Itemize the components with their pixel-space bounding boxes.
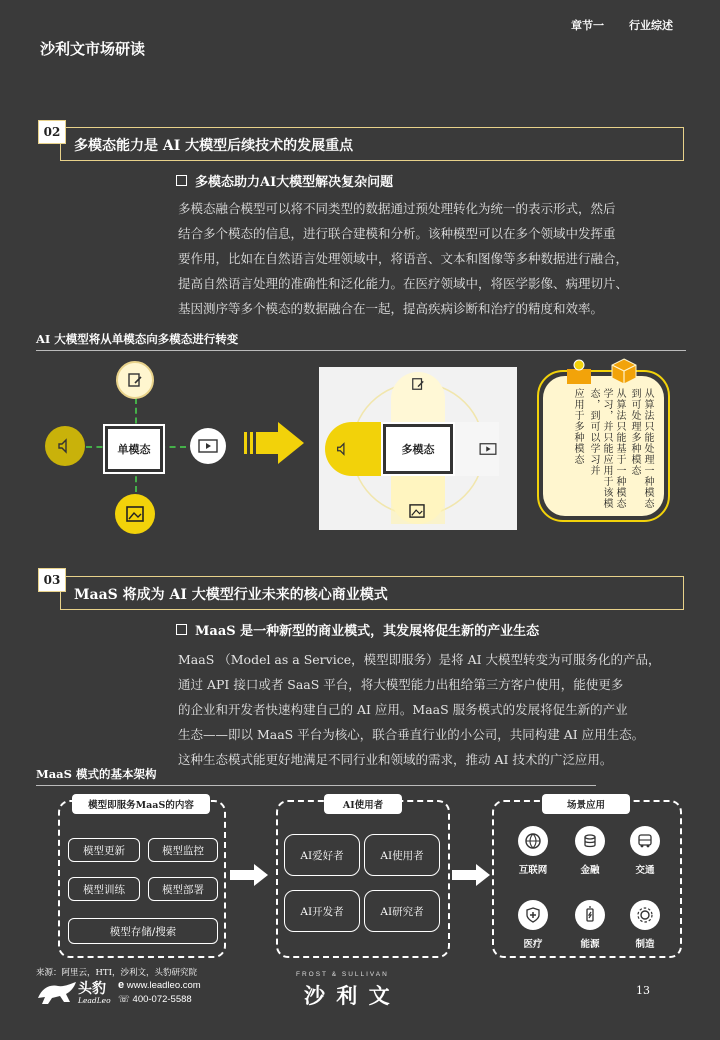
figure1-title: AI 大模型将从单模态向多模态进行转变 [36,332,239,346]
website-text: www.leadleo.com [126,980,201,991]
phone-icon: ☏ [118,994,130,1005]
ai-developer-cell: AI开发者 [284,890,360,932]
para-line: 提高自然语言处理的准确性和泛化能力。在医疗领域中，将医学影像、病理切片、 [178,276,629,291]
model-update-cell: 模型更新 [68,838,140,862]
ai-user-cell: AI使用者 [364,834,440,876]
lightbulb-box-icon [564,357,594,387]
section-02-subtitle [176,171,393,190]
chapter-label: 章节一 [571,19,604,32]
para-line: 的企业和开发者快速构建自己的 AI 应用。MaaS 服务模式的发展将促生新的产业 [178,702,628,717]
scene-finance [567,826,613,876]
film-icon [479,442,497,456]
scene-energy [567,900,613,950]
scene-medical [510,900,556,950]
arrow-right-icon [230,864,270,886]
frost-sullivan-text: FROST & SULLIVAN [296,971,389,978]
multimodal-panel [319,367,517,530]
para-line: 生态——即以 MaaS 平台为核心，联合垂直行业的小公司，共同构建 AI 应用生态。 [178,727,645,742]
para-line: 通过 API 接口或者 SaaS 平台，将大模型能力出租给第三方客户使用，能使更多 [178,677,624,692]
image-modality-circle [115,494,155,534]
phone-text: 400-072-5588 [132,994,192,1005]
scene-label: 制造 [635,939,655,950]
arrow-right-icon [452,864,492,886]
para-line: MaaS （Model as a Service，模型即服务）是将 AI 大模型转变为可服务化的产品， [178,652,661,667]
maas-content-head: 模型即服务MaaS的内容 [72,794,210,814]
video-modality-circle [190,428,226,464]
film-icon [198,438,218,454]
section-label: 行业综述 [629,19,673,32]
edit-icon [411,377,425,391]
scenario-head: 场景应用 [542,794,630,814]
section-03-title: MaaS 将成为 AI 大模型行业未来的核心商业模式 [74,587,388,603]
multi-modality-box: 多模态 [383,424,453,474]
scene-label: 交通 [635,865,655,876]
medical-icon [518,900,548,930]
figure2-rule [36,785,596,786]
energy-icon [575,900,605,930]
leopard-icon [36,978,80,1006]
section-03-subtitle [176,620,539,639]
edit-icon [127,372,143,388]
scene-label: 能源 [580,939,600,950]
model-monitor-cell: 模型监控 [148,838,218,862]
frost-sullivan-logo: 沙 利 文 [304,983,392,1008]
checkbox-icon [176,624,187,635]
para-line: 基因测序等多个模态的数据融合在一起，提高疾病诊断和治疗的精度和效率。 [178,301,604,316]
internet-icon [518,826,548,856]
section-02-number: 02 [38,120,66,144]
brand-title: 沙利文市场研读 [40,40,146,58]
note-col-2: 从算法只能基于一种模态学习，并只能应用于该模态，到可以学习并 [588,388,625,509]
figure2-title: MaaS 模式的基本架构 [36,767,157,781]
note-col-1: 从算法只能处理一种模态到可处理多种模态 [629,388,653,509]
source-note: 来源：阿里云，HTI，沙利文，头豹研究院 [36,968,197,978]
para-line: 多模态融合模型可以将不同类型的数据通过预处理转化为统一的表示形式，然后 [178,201,616,216]
section-02-subtitle-text: 多模态助力AI大模型解决复杂问题 [195,175,394,190]
speaker-icon [335,441,351,457]
section-02-paragraph [178,196,678,321]
model-training-cell: 模型训练 [68,877,140,901]
notes-card [543,376,664,516]
model-deploy-cell: 模型部署 [148,877,218,901]
para-line: 要作用，比如在自然语言处理领域中，将语音、文本和图像等多种数据进行融合， [178,251,629,266]
ai-users-box [276,800,450,958]
manufacturing-icon [630,900,660,930]
e-icon: e [118,979,125,991]
section-03-number: 03 [38,568,66,592]
single-modality-box: 单模态 [105,426,163,472]
checkbox-icon [176,175,187,186]
speaker-icon [56,437,74,455]
leadleo-logo [36,978,80,1006]
text-modality-circle [116,361,154,399]
logo-cn: 头豹 [78,981,106,997]
finance-icon [575,826,605,856]
section-03-paragraph [178,647,684,772]
cube-icon [610,357,638,385]
phone-line [118,994,192,1005]
section-03-subtitle-text: MaaS 是一种新型的商业模式，其发展将促生新的产业生态 [195,624,540,639]
ai-enthusiast-cell: AI爱好者 [284,834,360,876]
para-line: 这种生态模式能更好地满足不同行业和领域的需求，推动 AI 技术的广泛应用。 [178,752,613,767]
note-col-3: 应用于多种模态 [572,388,583,465]
audio-modality-circle [45,426,85,466]
scene-manufacturing [622,900,668,950]
scene-transport [622,826,668,876]
image-icon [409,504,425,518]
page-number: 13 [636,984,650,997]
model-storage-cell: 模型存储/搜索 [68,918,218,944]
logo-en: LeadLeo [78,996,111,1005]
image-icon [126,506,144,522]
scene-label: 医疗 [523,939,543,950]
ai-users-head: AI使用者 [324,794,402,814]
website-link[interactable] [118,979,201,991]
transport-icon [630,826,660,856]
scene-label: 金融 [580,865,600,876]
ai-researcher-cell: AI研究者 [364,890,440,932]
arrow-right-icon [244,418,306,468]
scene-label: 互联网 [518,865,548,876]
scene-internet [510,826,556,876]
section-02-title: 多模态能力是 AI 大模型后续技术的发展重点 [74,138,354,154]
para-line: 结合多个模态的信息，进行联合建模和分析。该种模型可以在多个领域中发挥重 [178,226,616,241]
figure1-rule [36,350,686,351]
